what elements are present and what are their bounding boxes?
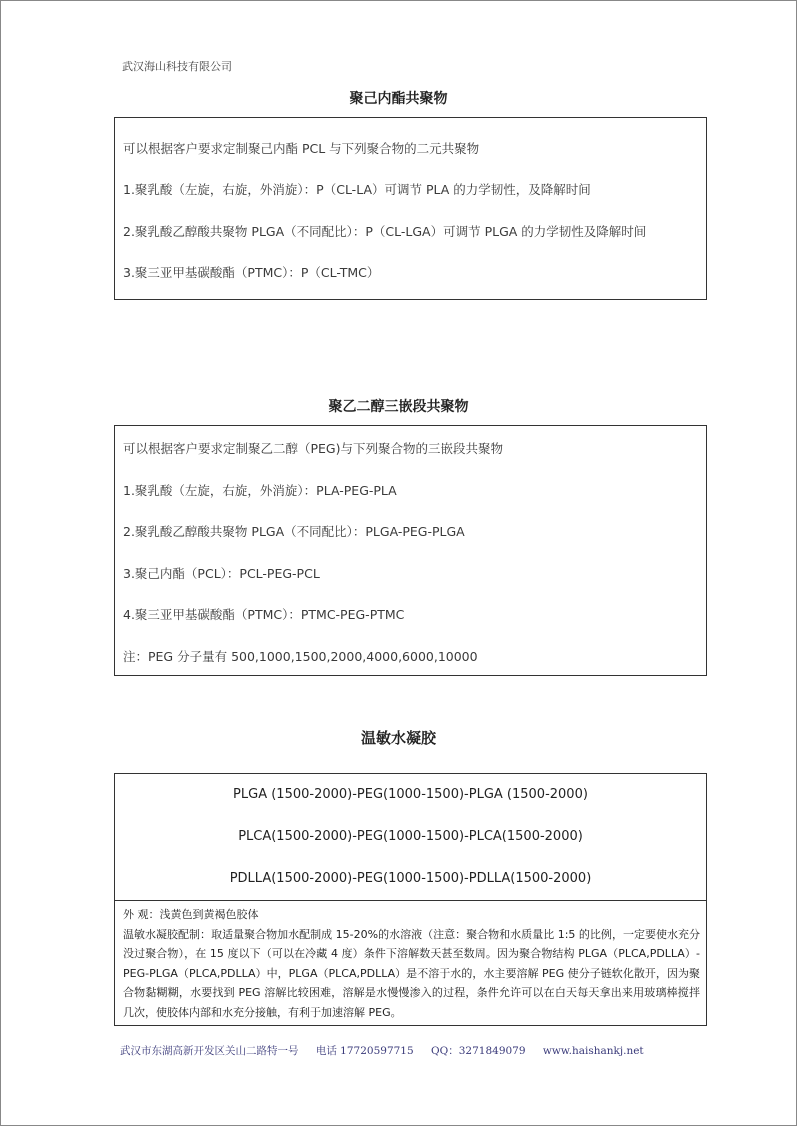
hydrogel-notes xyxy=(115,900,706,1025)
section-title-hydrogel: 温敏水凝胶 xyxy=(360,729,436,747)
company-header: 武汉海山科技有限公司 xyxy=(122,60,232,73)
appearance-note: 外 观：浅黄色到黄褐色胶体 xyxy=(123,908,259,921)
footer xyxy=(120,1043,658,1058)
box-line: 3.聚三亚甲基碳酸酯（PTMC）：P（CL-TMC） xyxy=(123,265,380,280)
box-line: 4.聚三亚甲基碳酸酯（PTMC）：PTMC-PEG-PTMC xyxy=(123,607,405,622)
footer-phone: 电话 17720597715 xyxy=(315,1045,414,1057)
hydrogel-box xyxy=(114,773,707,1026)
section-title-pcl-copolymer: 聚己内酯共聚物 xyxy=(349,91,448,107)
box-line: 注：PEG 分子量有 500,1000,1500,2000,4000,6000,10000 xyxy=(123,649,478,664)
pcl-copolymer-box xyxy=(114,117,707,300)
formula-pdlla: PDLLA(1500-2000)-PEG(1000-1500)-PDLLA(1500-2000) xyxy=(229,871,592,886)
footer-address: 武汉市东湖高新开发区关山二路特一号 xyxy=(120,1045,299,1057)
box-line: 1.聚乳酸（左旋，右旋，外消旋）：PLA-PEG-PLA xyxy=(123,483,397,498)
section-title-peg-triblock: 聚乙二醇三嵌段共聚物 xyxy=(328,399,469,415)
formula-plca: PLCA(1500-2000)-PEG(1000-1500)-PLCA(1500-2000) xyxy=(238,829,583,844)
box-line: 可以根据客户要求定制聚乙二醇（PEG)与下列聚合物的三嵌段共聚物 xyxy=(123,441,504,456)
preparation-note: 温敏水凝胶配制：取适量聚合物加水配制成 15-20%的水溶液（注意：聚合物和水质量比 1:5 的比例，一定要使水充分没过聚合物），在 15 度以下（可以在冷藏 4 度）条件下溶解数天甚至数周。因为聚合物结构 PLGA（PLCA,PDLLA）-PEG-PLGA（PLCA,PDLLA）中，PLGA（PLCA,PDLLA）是不溶于水的，水主要溶解 PEG 使分子链软化散开，因为聚合物黏糊糊，水要找到 PEG 溶解比较困难，溶解是水慢慢渗入的过程，条件允许可以在白天每天拿出来用玻璃棒搅拌几次，使胶体内部和水充分接触，有利于加速溶解 PEG。 xyxy=(123,927,700,1019)
footer-website[interactable]: www.haishankj.net xyxy=(542,1045,644,1057)
peg-triblock-box xyxy=(114,425,707,676)
box-line: 2.聚乳酸乙醇酸共聚物 PLGA（不同配比）：P（CL-LGA）可调节 PLGA 的力学韧性及降解时间 xyxy=(123,224,647,239)
formula-plga: PLGA (1500-2000)-PEG(1000-1500)-PLGA (1500-2000) xyxy=(233,787,588,802)
box-line: 可以根据客户要求定制聚己内酯 PCL 与下列聚合物的二元共聚物 xyxy=(123,141,480,156)
box-line: 1.聚乳酸（左旋，右旋，外消旋）：P（CL-LA）可调节 PLA 的力学韧性，及降解时间 xyxy=(123,182,591,197)
box-line: 2.聚乳酸乙醇酸共聚物 PLGA（不同配比）：PLGA-PEG-PLGA xyxy=(123,524,465,539)
box-line: 3.聚己内酯（PCL）：PCL-PEG-PCL xyxy=(123,566,320,581)
footer-qq: QQ：3271849079 xyxy=(431,1045,526,1057)
